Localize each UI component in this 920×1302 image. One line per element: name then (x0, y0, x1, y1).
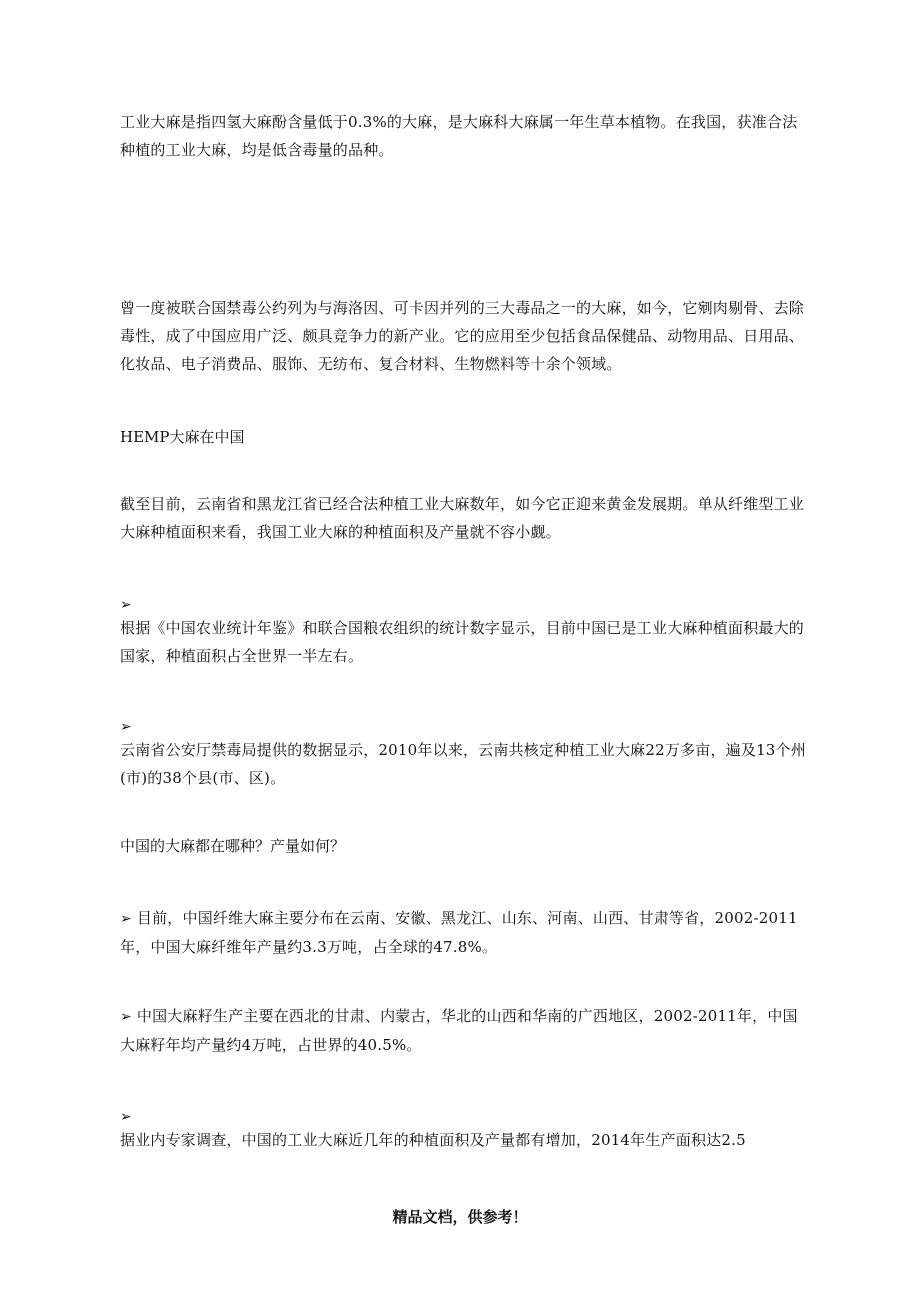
bullet-seed-production (120, 1002, 810, 1059)
bullet-yunnan (120, 718, 810, 792)
bullet-fiber-distribution (120, 904, 810, 961)
section-heading-hemp-in-china: HEMP大麻在中国 (120, 428, 245, 446)
arrow-bullet-icon: ➢ (120, 1009, 132, 1025)
arrow-bullet-icon: ➢ (120, 1109, 132, 1125)
paragraph-history: 曾一度被联合国禁毒公约列为与海洛因、可卡因并列的三大毒品之一的大麻，如今，它剜肉剔骨、去除毒性，成了中国应用广泛、颇具竞争力的新产业。它的应用至少包括食品保健品、动物用品、日用品、化妆品、电子消费品、服饰、无纺布、复合材料、生物燃料等十余个领域。 (120, 299, 805, 373)
arrow-bullet-icon: ➢ (120, 597, 132, 613)
bullet-text: 目前，中国纤维大麻主要分布在云南、安徽、黑龙江、山东、河南、山西、甘肃等省，2002-2011年，中国大麻纤维年产量约3.3万吨，占全球的47.8%。 (120, 909, 798, 956)
page-footer: 精品文档，供参考！ (392, 1208, 528, 1226)
bullet-text: 根据《中国农业统计年鉴》和联合国粮农组织的统计数字显示，目前中国已是工业大麻种植面积最大的国家，种植面积占全世界一半左右。 (120, 619, 805, 665)
arrow-bullet-icon: ➢ (120, 719, 132, 735)
paragraph-definition: 工业大麻是指四氢大麻酚含量低于0.3%的大麻，是大麻科大麻属一年生草本植物。在我国，获准合法种植的工业大麻，均是低含毒量的品种。 (120, 113, 798, 159)
arrow-bullet-icon: ➢ (120, 911, 132, 927)
bullet-text: 云南省公安厅禁毒局提供的数据显示，2010年以来，云南共核定种植工业大麻22万多亩，遍及13个州(市)的38个县(市、区)。 (120, 741, 806, 787)
bullet-statistics (120, 596, 810, 670)
bullet-expert-survey (120, 1108, 810, 1154)
bullet-text: 据业内专家调查，中国的工业大麻近几年的种植面积及产量都有增加，2014年生产面积达2.5 (120, 1131, 746, 1149)
bullet-text: 中国大麻籽生产主要在西北的甘肃、内蒙古，华北的山西和华南的广西地区，2002-2011年，中国大麻籽年均产量约4万吨，占世界的40.5%。 (120, 1007, 798, 1054)
paragraph-current-status: 截至目前，云南省和黑龙江省已经合法种植工业大麻数年，如今它正迎来黄金发展期。单从纤维型工业大麻种植面积来看，我国工业大麻的种植面积及产量就不容小觑。 (120, 495, 805, 541)
section-heading-distribution: 中国的大麻都在哪种？产量如何？ (120, 837, 346, 855)
